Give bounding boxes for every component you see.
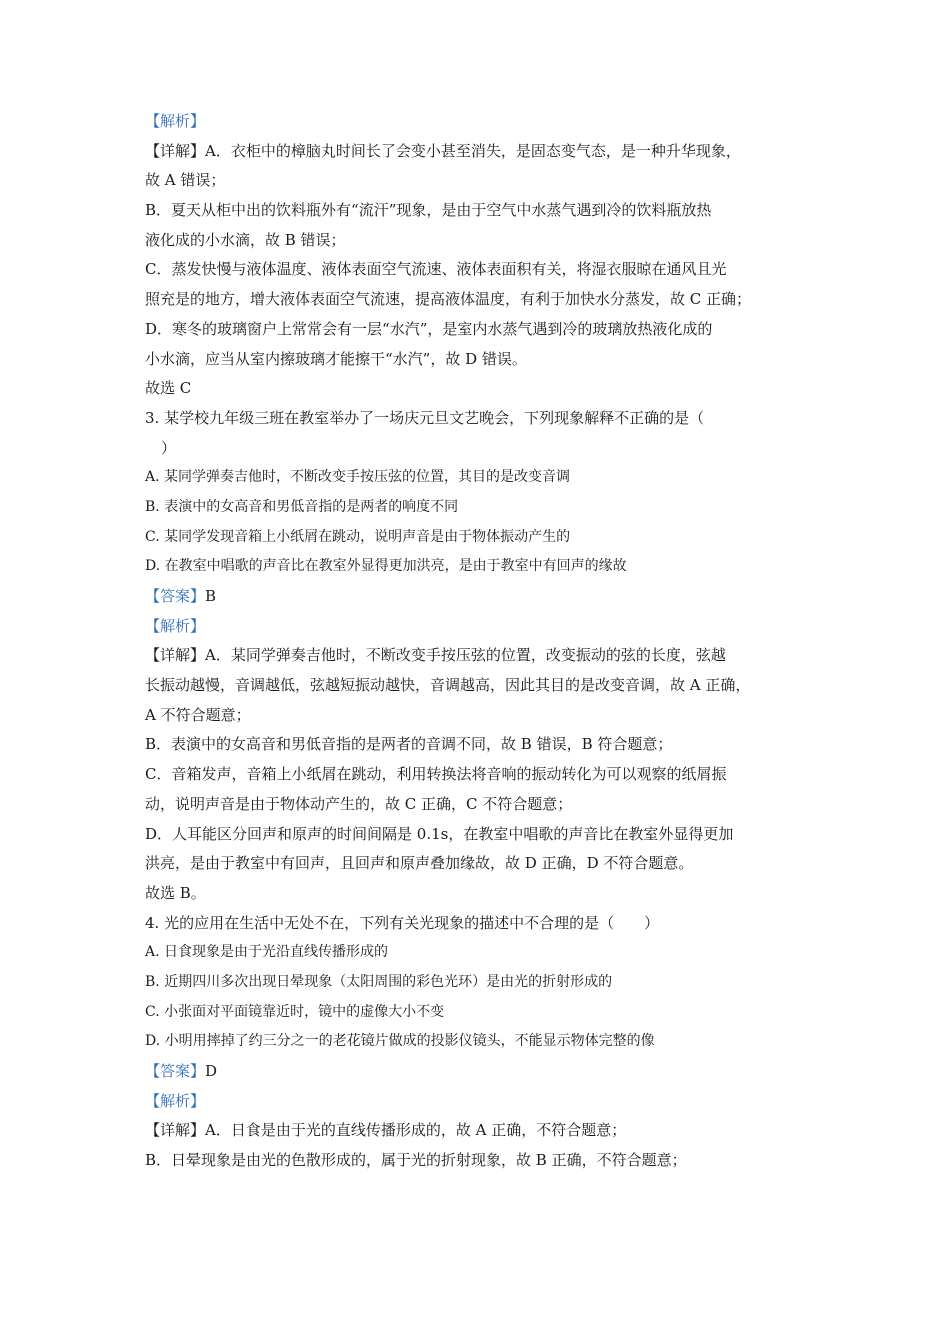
line-text: C. 小张面对平面镜靠近时，镜中的虚像大小不变 — [145, 1003, 445, 1020]
line-text: 故选 C — [145, 379, 192, 398]
text-line — [145, 676, 815, 694]
text-line — [145, 854, 815, 872]
text-line — [145, 706, 815, 724]
line-text: A 不符合题意； — [145, 705, 251, 724]
answer-tag: 【答案】 — [145, 1062, 206, 1080]
line-text: D．人耳能区分回声和原声的时间间隔是 0.1s，在教室中唱歌的声音比在教室外显得更加 — [145, 824, 734, 843]
line-text: 4. 光的应用在生活中无处不在，下列有关光现象的描述中不合理的是（ ） — [145, 913, 660, 932]
line-text: A. 日食现象是由于光沿直线传播形成的 — [145, 944, 389, 961]
question-stem — [145, 914, 815, 932]
detail-tag: 【详解】 — [145, 1121, 206, 1140]
option-a — [145, 943, 815, 961]
text-line — [145, 646, 815, 664]
text-line — [145, 884, 815, 902]
line-text: 照充是的地方，增大液体表面空气流速，提高液体温度，有利于加快水分蒸发，故 C 正确； — [145, 290, 752, 309]
answer-value: B — [205, 587, 217, 605]
text-line — [145, 825, 815, 843]
detail-tag: 【详解】 — [145, 646, 206, 665]
line-text: 长振动越慢，音调越低，弦越短振动越快，音调越高，因此其目的是改变音调，故 A 正确， — [145, 676, 751, 695]
line-text: D. 小明用摔掉了约三分之一的老花镜片做成的投影仪镜头，不能显示物体完整的像 — [145, 1033, 655, 1050]
text-line — [145, 231, 815, 249]
line-text: A．衣柜中的樟脑丸时间长了会变小甚至消失，是固态变气态，是一种升华现象， — [205, 141, 741, 160]
line-text: B. 近期四川多次出现日晕现象（太阳周围的彩色光环）是由光的折射形成的 — [145, 973, 613, 990]
text-line — [145, 290, 815, 308]
question-stem — [145, 409, 815, 427]
line-text: A. 某同学弹奏吉他时，不断改变手按压弦的位置，其目的是改变音调 — [145, 469, 571, 486]
line-text: C. 某同学发现音箱上小纸屑在跳动，说明声音是由于物体振动产生的 — [145, 528, 571, 545]
text-line — [145, 379, 815, 397]
text-line — [145, 795, 815, 813]
line-text: C．音箱发声，音箱上小纸屑在跳动，利用转换法将音响的振动转化为可以观察的纸屑振 — [145, 765, 727, 784]
analysis-tag: 【解析】 — [145, 616, 206, 635]
line-text: A．日食是由于光的直线传播形成的，故 A 正确，不符合题意； — [205, 1121, 627, 1140]
text-line — [145, 1151, 815, 1169]
line-text: B．夏天从柜中出的饮料瓶外有“流汗”现象，是由于空气中水蒸气遇到冷的饮料瓶放热 — [145, 201, 712, 220]
line-text: D．寒冬的玻璃窗户上常常会有一层“水汽”，是室内水蒸气遇到冷的玻璃放热液化成的 — [145, 319, 713, 338]
text-line — [145, 350, 815, 368]
document-body — [145, 112, 815, 1181]
line-text: 故选 B。 — [145, 883, 206, 902]
line-text: B．表演中的女高音和男低音指的是两者的音调不同，故 B 错误，B 符合题意； — [145, 735, 673, 754]
answer-value: D — [205, 1062, 218, 1080]
answer-line — [145, 587, 815, 605]
answer-tag: 【答案】 — [145, 587, 206, 605]
option-b — [145, 498, 815, 516]
analysis-tag: 【解析】 — [145, 1091, 206, 1110]
line-text: 故 A 错误； — [145, 171, 226, 190]
text-line — [145, 260, 815, 278]
line-text: C．蒸发快慢与液体温度、液体表面空气流速、液体表面积有关，将湿衣服晾在通风且光 — [145, 260, 727, 279]
option-a — [145, 468, 815, 486]
text-line — [145, 201, 815, 219]
line-text: 小水滴，应当从室内擦玻璃才能擦干“水汽”，故 D 错误。 — [145, 349, 527, 368]
question-paren — [145, 439, 815, 457]
line-text: ） — [161, 438, 177, 457]
option-c — [145, 528, 815, 546]
line-text: B. 表演中的女高音和男低音指的是两者的响度不同 — [145, 498, 459, 515]
text-line — [145, 765, 815, 783]
section-tag: 【解析】 — [145, 112, 206, 130]
line-text: A．某同学弹奏吉他时，不断改变手按压弦的位置，改变振动的弦的长度，弦越 — [205, 646, 726, 665]
line-text: 3. 某学校九年级三班在教室举办了一场庆元旦文艺晚会，下列现象解释不正确的是（ — [145, 408, 705, 427]
line-text: 洪亮，是由于教室中有回声，且回声和原声叠加缘故，故 D 正确，D 不符合题意。 — [145, 854, 694, 873]
option-d — [145, 557, 815, 575]
line-text: 动，说明声音是由于物体动产生的，故 C 正确，C 不符合题意； — [145, 794, 573, 813]
text-line — [145, 1092, 815, 1110]
text-line — [145, 1121, 815, 1139]
text-line — [145, 112, 815, 130]
option-d — [145, 1032, 815, 1050]
line-text: 液化成的小水滴，故 B 错误； — [145, 230, 346, 249]
option-b — [145, 973, 815, 991]
line-text: B．日晕现象是由光的色散形成的，属于光的折射现象，故 B 正确，不符合题意； — [145, 1151, 687, 1170]
text-line — [145, 617, 815, 635]
line-text: D. 在教室中唱歌的声音比在教室外显得更加洪亮，是由于教室中有回声的缘故 — [145, 558, 627, 575]
section-tag: 【详解】 — [145, 141, 206, 160]
text-line — [145, 142, 815, 160]
text-line — [145, 171, 815, 189]
answer-line — [145, 1062, 815, 1080]
text-line — [145, 320, 815, 338]
option-c — [145, 1003, 815, 1021]
text-line — [145, 735, 815, 753]
